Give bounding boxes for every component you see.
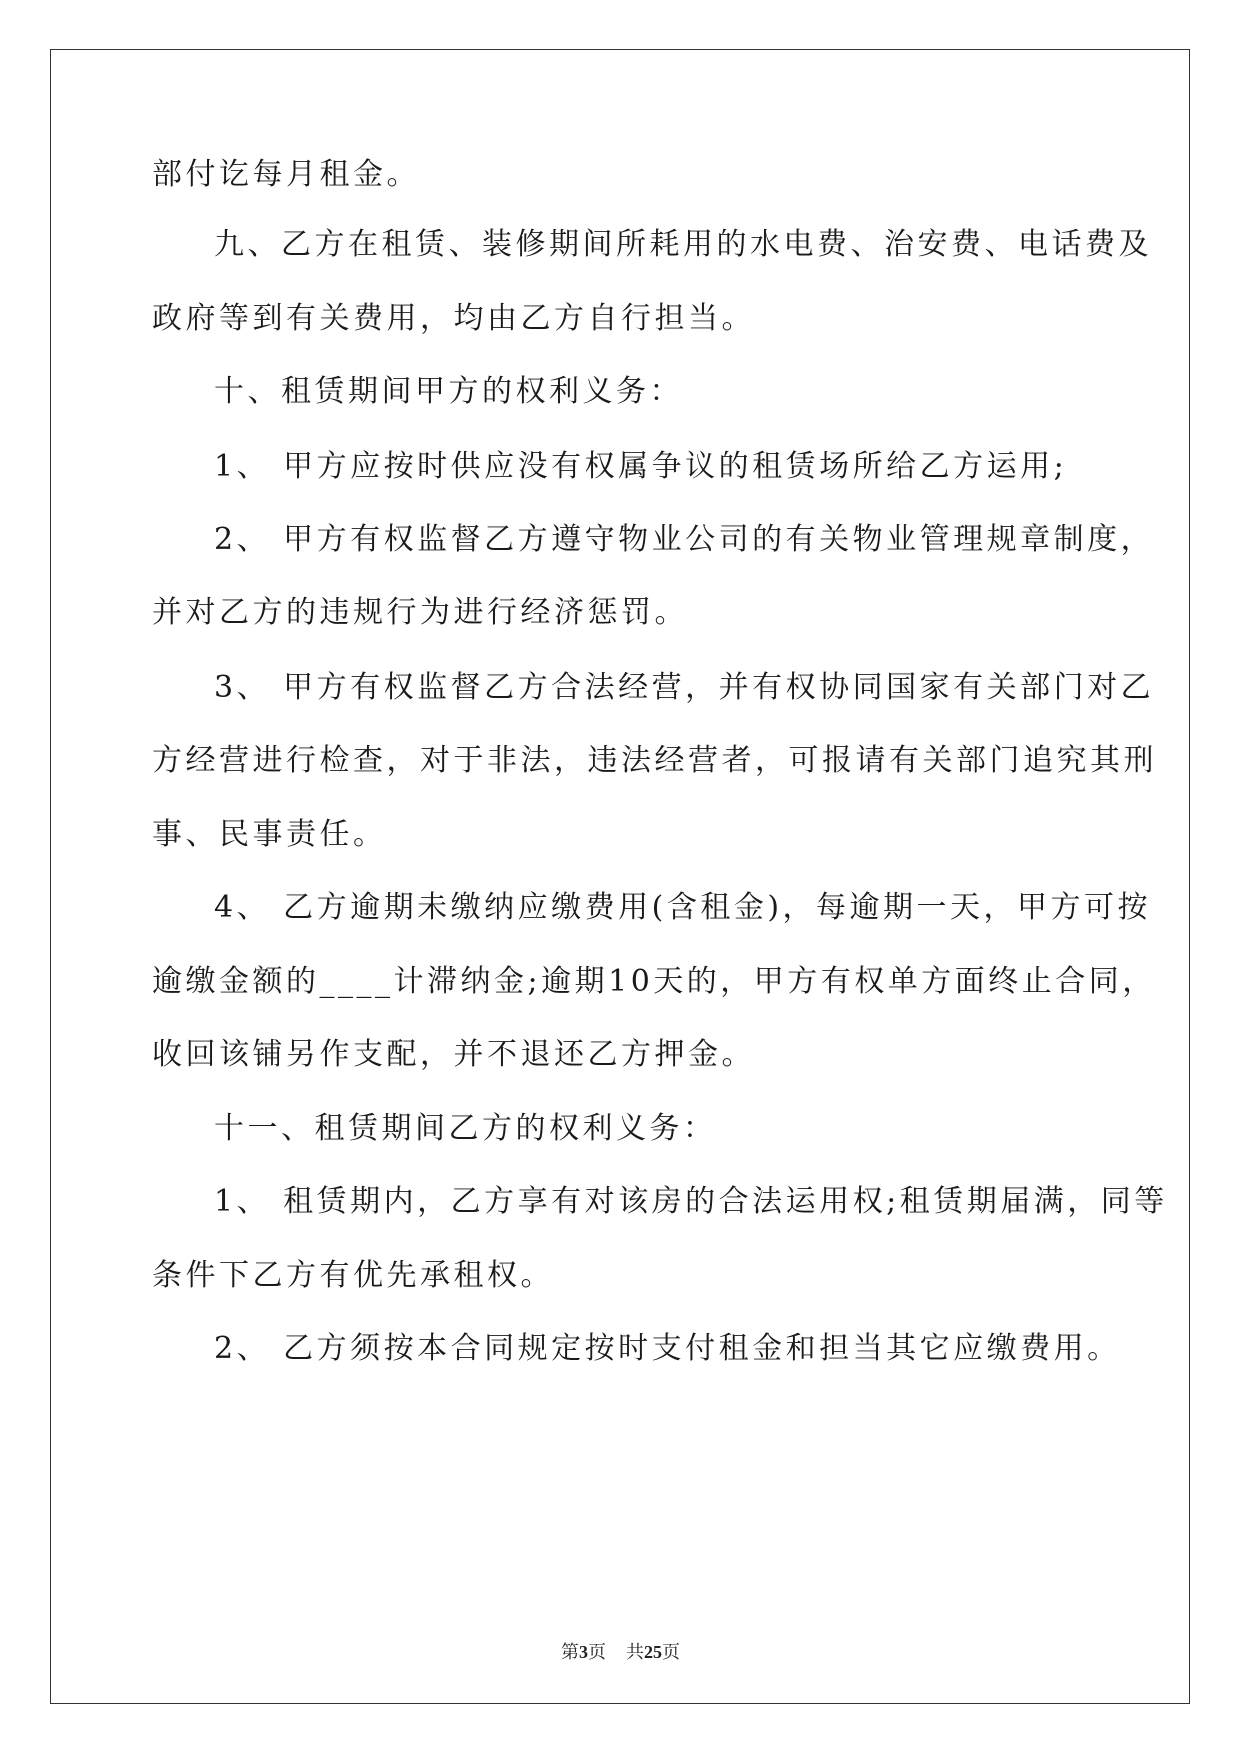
text-line: 部付讫每月租金。 xyxy=(152,157,420,192)
paragraph-nine: 九、乙方在租赁、装修期间所耗用的水电费、治安费、电话费及 xyxy=(214,227,1152,262)
list-item: 1、 甲方应按时供应没有权属争议的租赁场所给乙方运用; xyxy=(214,449,1068,484)
text-line: 收回该铺另作支配，并不退还乙方押金。 xyxy=(152,1037,755,1072)
page-footer xyxy=(0,1640,1241,1664)
page-current: 3 xyxy=(579,1642,588,1662)
list-item: 2、 乙方须按本合同规定按时支付租金和担当其它应缴费用。 xyxy=(214,1331,1121,1366)
total-prefix: 共 xyxy=(626,1642,644,1662)
section-eleven-heading: 十一、租赁期间乙方的权利义务： xyxy=(214,1111,717,1146)
page-total: 25 xyxy=(644,1642,662,1662)
list-item: 3、 甲方有权监督乙方合法经营，并有权协同国家有关部门对乙 xyxy=(214,670,1155,705)
page-border xyxy=(50,49,1190,1704)
page-prefix: 第 xyxy=(561,1642,579,1662)
text-line: 政府等到有关费用，均由乙方自行担当。 xyxy=(152,301,755,336)
total-suffix: 页 xyxy=(662,1642,680,1662)
text-line: 并对乙方的违规行为进行经济惩罚。 xyxy=(152,595,688,630)
text-line: 事、民事责任。 xyxy=(152,817,387,852)
list-item: 4、 乙方逾期未缴纳应缴费用(含租金)，每逾期一天，甲方可按 xyxy=(214,890,1152,925)
list-item: 2、 甲方有权监督乙方遵守物业公司的有关物业管理规章制度， xyxy=(214,522,1155,557)
list-item: 1、 租赁期内，乙方享有对该房的合法运用权;租赁期届满，同等 xyxy=(214,1184,1168,1219)
text-line: 逾缴金额的____计滞纳金;逾期10天的，甲方有权单方面终止合同， xyxy=(152,964,1156,999)
text-line: 条件下乙方有优先承租权。 xyxy=(152,1258,554,1293)
text-line: 方经营进行检查，对于非法，违法经营者，可报请有关部门追究其刑 xyxy=(152,743,1157,778)
page-suffix: 页 xyxy=(588,1642,606,1662)
section-ten-heading: 十、租赁期间甲方的权利义务： xyxy=(214,374,683,409)
